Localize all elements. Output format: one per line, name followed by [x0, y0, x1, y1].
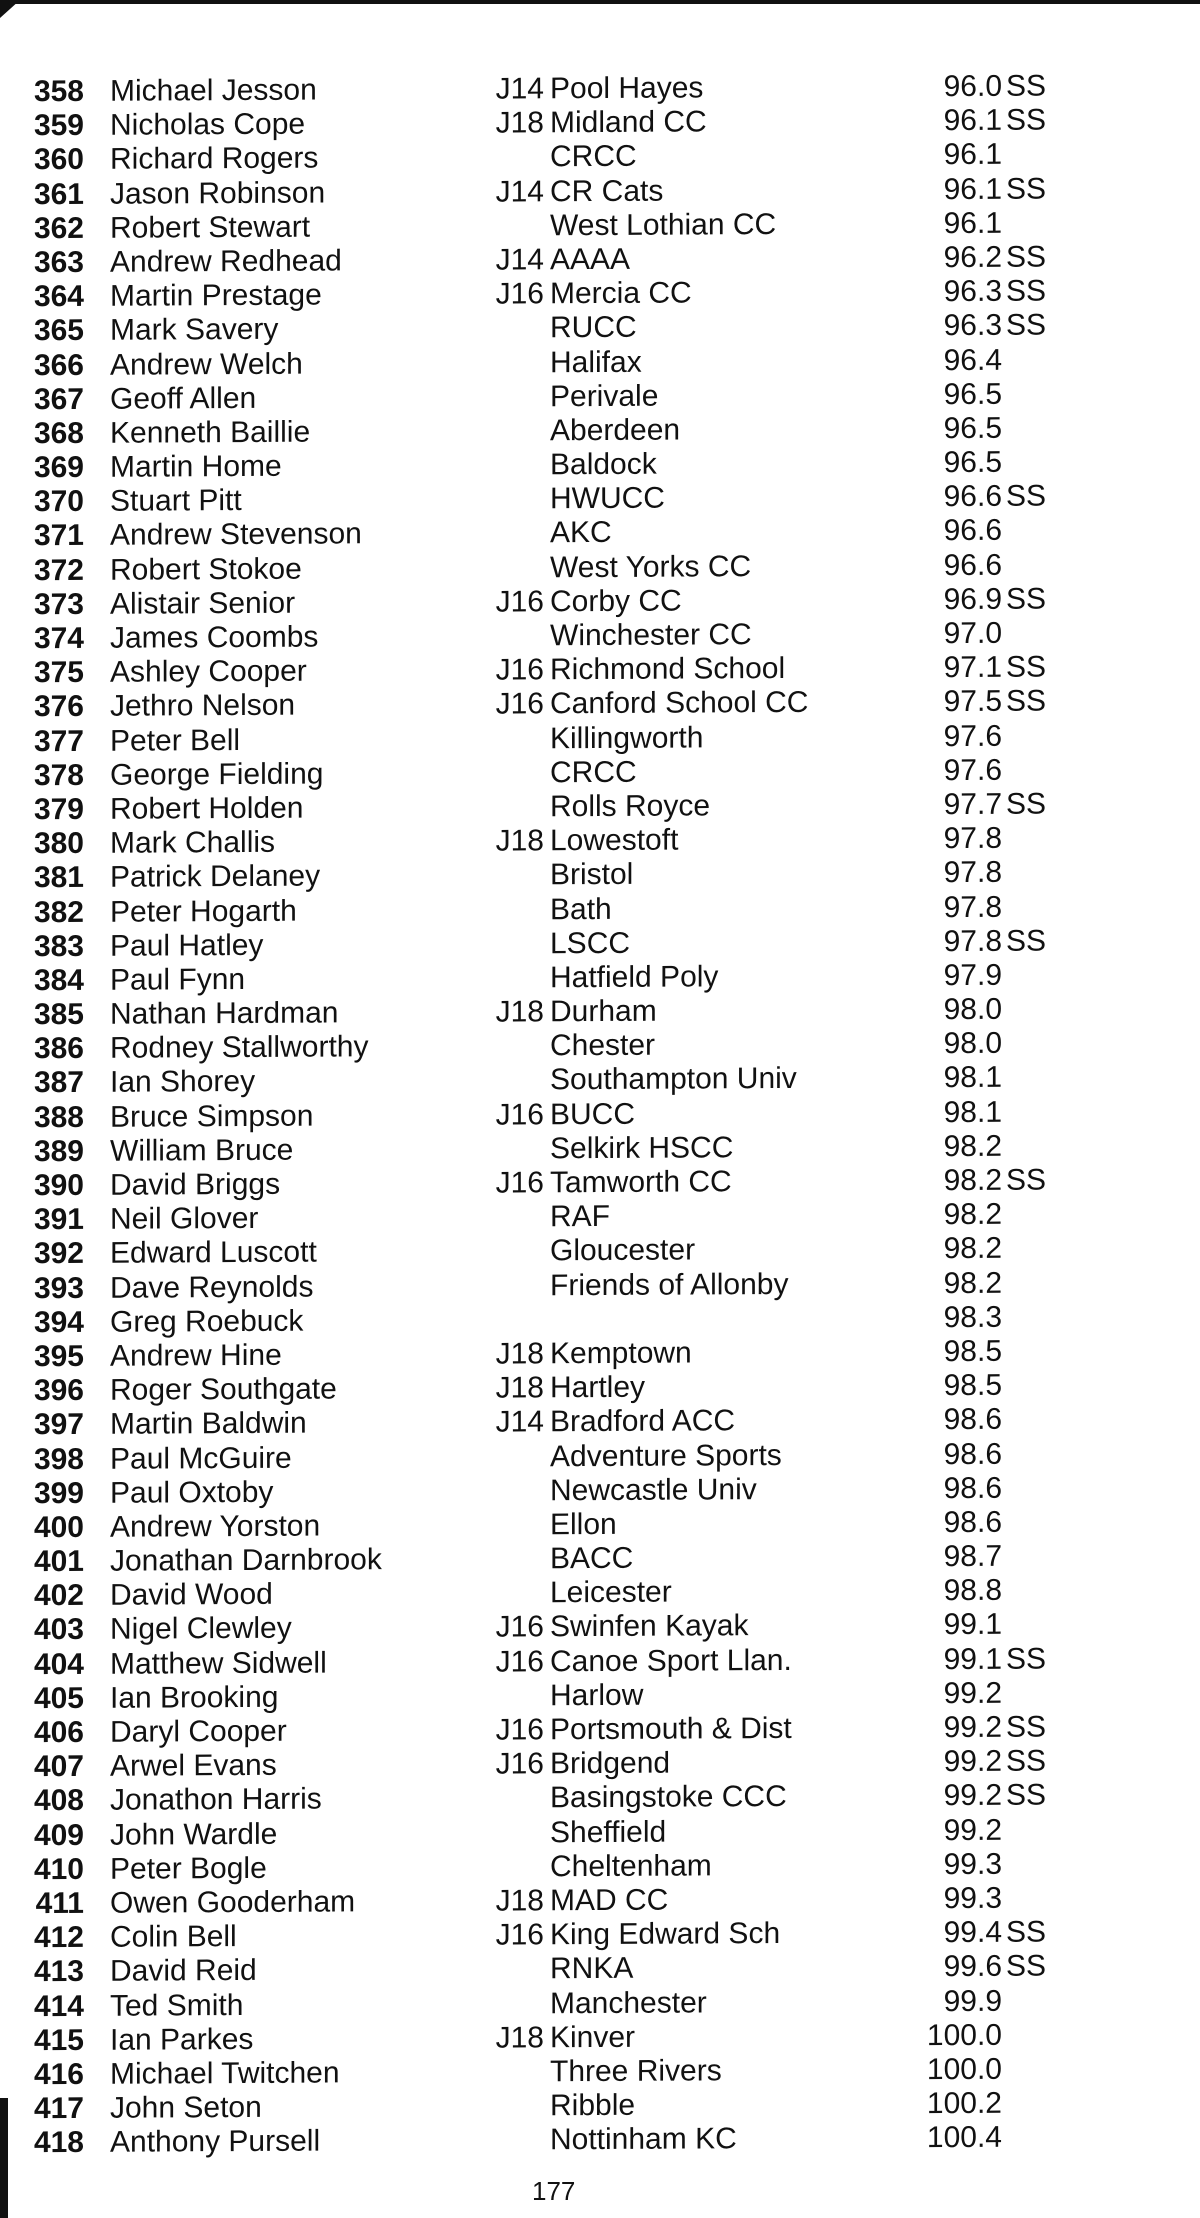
competitor-name: Nicholas Cope — [110, 107, 306, 142]
rank-number: 380 — [33, 827, 84, 861]
club-name: Rolls Royce — [550, 789, 711, 824]
race-time: 96.0 — [943, 69, 1002, 104]
competitor-name: David Reid — [110, 1954, 257, 1989]
competitor-name: Paul McGuire — [110, 1441, 292, 1476]
rank-number: 361 — [33, 177, 84, 211]
competitor-name: Mark Savery — [110, 313, 279, 348]
race-time: 96.1 — [943, 103, 1002, 138]
club-name: Friends of Allonby — [550, 1267, 789, 1302]
club-name: CR Cats — [550, 174, 664, 208]
age-category: J16 — [495, 653, 544, 687]
rank-number: 407 — [33, 1750, 84, 1784]
club-name: CRCC — [550, 755, 637, 790]
race-time: 97.8 — [943, 890, 1002, 924]
age-category: J16 — [495, 1166, 544, 1200]
race-time: 100.2 — [926, 2086, 1002, 2121]
rank-number: 399 — [33, 1476, 84, 1510]
rank-number: 385 — [33, 997, 84, 1032]
rank-number: 364 — [33, 280, 84, 314]
rank-number: 376 — [33, 690, 84, 724]
competitor-name: Neil Glover — [110, 1202, 259, 1236]
rank-number: 377 — [33, 724, 84, 758]
competitor-name: Peter Hogarth — [110, 894, 297, 929]
club-name: Canford School CC — [550, 686, 809, 721]
ss-marker: SS — [1006, 1163, 1047, 1197]
club-name: Halifax — [550, 345, 642, 379]
race-time: 98.2 — [943, 1129, 1002, 1163]
rank-number: 402 — [33, 1579, 84, 1613]
race-time: 98.6 — [943, 1437, 1002, 1471]
competitor-name: Alistair Senior — [110, 586, 296, 621]
race-time: 98.6 — [943, 1505, 1002, 1539]
competitor-name: Andrew Redhead — [110, 244, 342, 279]
club-name: Midland CC — [550, 105, 707, 140]
club-name: Basingstoke CCC — [550, 1780, 787, 1815]
race-time: 99.1 — [943, 1642, 1002, 1676]
rank-number: 374 — [33, 621, 84, 656]
age-category: J16 — [495, 1097, 544, 1132]
age-category: J14 — [495, 174, 544, 209]
competitor-name: Robert Holden — [110, 791, 304, 826]
competitor-name: James Coombs — [110, 620, 319, 655]
rank-number: 383 — [33, 929, 84, 963]
age-category: J18 — [495, 1371, 544, 1405]
club-name: RUCC — [550, 311, 637, 345]
competitor-name: Martin Prestage — [110, 278, 322, 313]
competitor-name: Colin Bell — [110, 1920, 237, 1954]
club-name: RNKA — [550, 1952, 634, 1986]
competitor-name: Ted Smith — [110, 1988, 244, 2023]
rank-number: 367 — [33, 382, 84, 416]
rank-number: 360 — [33, 143, 84, 177]
rank-number: 387 — [33, 1066, 84, 1100]
rank-number: 404 — [33, 1647, 84, 1681]
club-name: Lowestoft — [550, 823, 679, 858]
club-name: West Lothian CC — [550, 207, 777, 243]
race-time: 97.0 — [943, 616, 1002, 651]
club-name: Nottinham KC — [550, 2122, 737, 2157]
club-name: Bradford ACC — [550, 1404, 736, 1439]
race-time: 97.6 — [943, 753, 1002, 787]
race-time: 97.7 — [943, 787, 1002, 822]
rank-number: 362 — [33, 211, 84, 245]
age-category: J16 — [495, 1644, 544, 1679]
competitor-name: Ian Shorey — [110, 1065, 256, 1100]
race-time: 96.4 — [943, 343, 1002, 377]
competitor-name: Matthew Sidwell — [110, 1646, 327, 1681]
competitor-name: Paul Fynn — [110, 962, 246, 997]
age-category: J18 — [495, 995, 544, 1029]
age-category: J14 — [495, 1405, 544, 1439]
ss-marker: SS — [1006, 787, 1047, 821]
age-category: J18 — [495, 1884, 544, 1918]
club-name: Mercia CC — [550, 276, 692, 311]
race-time: 98.1 — [943, 1061, 1002, 1095]
club-name: Three Rivers — [550, 2054, 722, 2089]
race-time: 99.2 — [943, 1710, 1002, 1745]
competitor-name: Owen Gooderham — [110, 1885, 356, 1920]
ss-marker: SS — [1006, 1915, 1047, 1949]
rank-number: 381 — [33, 861, 84, 895]
rank-number: 393 — [33, 1271, 84, 1305]
race-time: 97.8 — [943, 924, 1002, 958]
race-time: 98.2 — [943, 1232, 1002, 1266]
rank-number: 408 — [33, 1784, 84, 1818]
competitor-name: Geoff Allen — [110, 381, 257, 416]
age-category: J14 — [495, 72, 544, 106]
race-time: 97.8 — [943, 856, 1002, 890]
ss-marker: SS — [1006, 240, 1047, 274]
race-time: 97.9 — [943, 958, 1002, 992]
race-time: 96.2 — [943, 240, 1002, 275]
club-name: Selkirk HSCC — [550, 1131, 734, 1166]
club-name: RAF — [550, 1200, 610, 1234]
competitor-name: Dave Reynolds — [110, 1270, 314, 1305]
age-category: J16 — [495, 1713, 544, 1747]
race-time: 99.3 — [943, 1847, 1002, 1881]
competitor-name: Ian Parkes — [110, 2022, 254, 2057]
club-name: BUCC — [550, 1097, 636, 1131]
competitor-name: David Briggs — [110, 1167, 281, 1202]
club-name: Portsmouth & Dist — [550, 1711, 792, 1747]
competitor-name: Ian Brooking — [110, 1680, 279, 1715]
results-list — [0, 69, 1200, 2160]
club-name: Chester — [550, 1028, 656, 1063]
race-time: 99.6 — [943, 1950, 1002, 1984]
ss-marker: SS — [1006, 684, 1047, 719]
competitor-name: Richard Rogers — [110, 141, 319, 177]
club-name: Bath — [550, 892, 612, 926]
rank-number: 400 — [33, 1510, 84, 1545]
club-name: Leicester — [550, 1575, 672, 1610]
rank-number: 406 — [33, 1715, 84, 1750]
race-time: 96.6 — [943, 480, 1002, 514]
rank-number: 366 — [33, 348, 84, 382]
club-name: Gloucester — [550, 1233, 696, 1268]
race-time: 98.0 — [943, 992, 1002, 1027]
rank-number: 363 — [33, 245, 84, 280]
competitor-name: William Bruce — [110, 1133, 294, 1168]
rank-number: 359 — [33, 109, 84, 143]
club-name: Adventure Sports — [550, 1438, 782, 1473]
club-name: Harlow — [550, 1678, 644, 1713]
competitor-name: Jonathan Darnbrook — [110, 1543, 382, 1578]
ss-marker: SS — [1006, 69, 1047, 103]
race-time: 99.2 — [943, 1813, 1002, 1847]
page-number: 177 — [532, 2176, 576, 2206]
rank-number: 358 — [33, 74, 84, 109]
rank-number: 375 — [33, 656, 84, 690]
rank-number: 390 — [33, 1168, 84, 1203]
club-name: AKC — [550, 516, 612, 550]
race-time: 96.9 — [943, 582, 1002, 616]
ss-marker: SS — [1006, 1642, 1047, 1676]
ss-marker: SS — [1006, 172, 1047, 206]
competitor-name: Greg Roebuck — [110, 1304, 304, 1339]
rank-number: 405 — [33, 1681, 84, 1715]
competitor-name: Andrew Welch — [110, 347, 303, 382]
club-name: Corby CC — [550, 584, 682, 619]
competitor-name: Paul Hatley — [110, 928, 264, 963]
rank-number: 388 — [33, 1100, 84, 1134]
race-time: 99.1 — [943, 1608, 1002, 1642]
club-name: Killingworth — [550, 720, 704, 755]
ss-marker: SS — [1006, 103, 1047, 137]
club-name: Newcastle Univ — [550, 1472, 757, 1507]
rank-number: 397 — [33, 1408, 84, 1442]
rank-number: 369 — [33, 450, 84, 485]
race-time: 96.3 — [943, 274, 1002, 309]
rank-number: 379 — [33, 792, 84, 827]
race-time: 96.5 — [943, 411, 1002, 445]
age-category: J14 — [495, 243, 544, 277]
club-name: CRCC — [550, 140, 637, 174]
rank-number: 395 — [33, 1339, 84, 1374]
race-time: 99.2 — [943, 1744, 1002, 1779]
rank-number: 417 — [33, 2091, 84, 2126]
club-name: Aberdeen — [550, 413, 681, 448]
club-name: Hatfield Poly — [550, 960, 719, 995]
race-time: 99.2 — [943, 1676, 1002, 1710]
race-time: 98.5 — [943, 1368, 1002, 1403]
rank-number: 394 — [33, 1305, 84, 1339]
club-name: Perivale — [550, 379, 659, 413]
competitor-name: Michael Jesson — [110, 73, 317, 108]
competitor-name: Kenneth Baillie — [110, 415, 311, 450]
rank-number: 392 — [33, 1237, 84, 1271]
rank-number: 378 — [33, 758, 84, 792]
club-name: Cheltenham — [550, 1849, 712, 1884]
age-category: J16 — [495, 1610, 544, 1645]
rank-number: 389 — [33, 1134, 84, 1168]
competitor-name: Robert Stokoe — [110, 552, 302, 587]
ss-marker: SS — [1006, 582, 1047, 616]
race-time: 96.1 — [943, 138, 1002, 172]
competitor-name: Martin Home — [110, 449, 282, 484]
age-category: J16 — [495, 1918, 544, 1952]
race-time: 96.6 — [943, 548, 1002, 582]
race-time: 99.2 — [943, 1779, 1002, 1813]
club-name: MAD CC — [550, 1883, 669, 1918]
race-time: 99.9 — [943, 1984, 1002, 2018]
ss-marker: SS — [1006, 1778, 1047, 1813]
competitor-name: George Fielding — [110, 757, 324, 792]
rank-number: 396 — [33, 1374, 84, 1408]
competitor-name: Jethro Nelson — [110, 689, 296, 724]
rank-number: 365 — [33, 314, 84, 348]
competitor-name: Arwel Evans — [110, 1748, 277, 1783]
race-time: 96.3 — [943, 309, 1002, 343]
competitor-name: Stuart Pitt — [110, 484, 242, 518]
rank-number: 415 — [33, 2023, 84, 2057]
competitor-name: Patrick Delaney — [110, 859, 321, 895]
race-time: 100.4 — [926, 2121, 1002, 2155]
competitor-name: Nigel Clewley — [110, 1612, 292, 1647]
race-time: 98.2 — [943, 1197, 1002, 1232]
club-name: Baldock — [550, 447, 657, 482]
page-top-border — [0, 0, 1200, 4]
competitor-name: Paul Oxtoby — [110, 1475, 274, 1510]
ss-marker: SS — [1006, 650, 1047, 684]
rank-number: 384 — [33, 963, 84, 998]
rank-number: 368 — [33, 416, 84, 451]
race-time: 98.1 — [943, 1095, 1002, 1129]
club-name: Tamworth CC — [550, 1165, 732, 1200]
race-time: 98.5 — [943, 1334, 1002, 1369]
club-name: Swinfen Kayak — [550, 1609, 749, 1644]
race-time: 97.5 — [943, 685, 1002, 719]
race-time: 98.2 — [943, 1163, 1002, 1198]
race-time: 98.7 — [943, 1539, 1002, 1574]
age-category: J16 — [495, 687, 544, 721]
club-name: Pool Hayes — [550, 71, 704, 106]
competitor-name: Peter Bell — [110, 723, 241, 758]
competitor-name: Edward Luscott — [110, 1235, 317, 1271]
race-time: 98.2 — [943, 1266, 1002, 1300]
competitor-name: Jonathon Harris — [110, 1782, 322, 1818]
club-name: King Edward Sch — [550, 1917, 781, 1952]
club-name: BACC — [550, 1541, 634, 1576]
race-time: 99.3 — [943, 1881, 1002, 1916]
age-category: J18 — [495, 2021, 544, 2055]
ss-marker: SS — [1006, 308, 1047, 343]
club-name: Sheffield — [550, 1815, 667, 1849]
club-name — [550, 1327, 916, 1329]
club-name: Kemptown — [550, 1336, 692, 1371]
race-time: 98.0 — [943, 1027, 1002, 1061]
competitor-name: Michael Twitchen — [110, 2056, 340, 2091]
rank-number: 370 — [33, 485, 84, 519]
club-name: Manchester — [550, 1985, 707, 2020]
club-name: AAAA — [550, 242, 631, 277]
competitor-name: Nathan Hardman — [110, 996, 339, 1031]
ss-marker: SS — [1006, 924, 1047, 958]
club-name: Hartley — [550, 1370, 646, 1405]
competitor-name: Mark Challis — [110, 825, 276, 860]
competitor-name: Martin Baldwin — [110, 1406, 307, 1442]
age-category: J18 — [495, 106, 544, 140]
competitor-name: Roger Southgate — [110, 1372, 337, 1407]
race-time: 97.8 — [943, 821, 1002, 856]
rank-number: 382 — [33, 895, 84, 929]
club-name: Bristol — [550, 858, 634, 892]
competitor-name: Andrew Hine — [110, 1338, 282, 1373]
rank-number: 416 — [33, 2057, 84, 2092]
club-name: Southampton Univ — [550, 1062, 797, 1097]
rank-number: 373 — [33, 587, 84, 621]
club-name: Canoe Sport Llan. — [550, 1643, 792, 1678]
club-name: Richmond School — [550, 652, 786, 687]
competitor-name: Andrew Yorston — [110, 1509, 321, 1544]
club-name: Durham — [550, 994, 657, 1029]
competitor-name: Ashley Cooper — [110, 654, 307, 689]
competitor-name: Anthony Pursell — [110, 2124, 321, 2159]
club-name: LSCC — [550, 926, 631, 960]
rank-number: 410 — [33, 1852, 84, 1886]
rank-number: 403 — [33, 1613, 84, 1647]
rank-number: 418 — [33, 2126, 84, 2160]
competitor-name: John Seton — [110, 2090, 262, 2125]
rank-number: 414 — [33, 1989, 84, 2023]
page-corner-mark — [0, 0, 20, 18]
table-row — [0, 2120, 1200, 2161]
age-category: J16 — [495, 1747, 544, 1781]
race-time: 96.6 — [943, 514, 1002, 548]
race-time: 96.5 — [943, 445, 1002, 480]
club-name: Ribble — [550, 2088, 636, 2123]
rank-number: 413 — [33, 1955, 84, 1989]
race-time: 98.8 — [943, 1574, 1002, 1608]
competitor-name: Jason Robinson — [110, 176, 326, 211]
competitor-name: John Wardle — [110, 1817, 278, 1852]
race-time: 98.6 — [943, 1471, 1002, 1505]
rank-number: 409 — [33, 1818, 84, 1852]
club-name: Winchester CC — [550, 618, 752, 653]
ss-marker: SS — [1006, 479, 1047, 513]
rank-number: 372 — [33, 553, 84, 587]
ss-marker: SS — [1006, 1710, 1047, 1744]
club-name: Ellon — [550, 1507, 617, 1542]
ss-marker: SS — [1006, 1949, 1047, 1984]
age-category: J16 — [495, 277, 544, 311]
rank-number: 391 — [33, 1203, 84, 1237]
club-name: Kinver — [550, 2020, 636, 2054]
rank-number: 371 — [33, 519, 84, 553]
rank-number: 401 — [33, 1544, 84, 1579]
rank-number: 411 — [35, 1886, 84, 1921]
competitor-name: Daryl Cooper — [110, 1714, 287, 1749]
competitor-name: David Wood — [110, 1578, 273, 1612]
race-time: 98.6 — [943, 1403, 1002, 1437]
race-time: 100.0 — [926, 2018, 1002, 2052]
race-time: 97.1 — [943, 650, 1002, 685]
competitor-name: Andrew Stevenson — [110, 517, 362, 553]
rank-number: 398 — [33, 1442, 84, 1476]
race-time: 97.6 — [943, 719, 1002, 753]
ss-marker: SS — [1006, 1744, 1047, 1778]
club-name: West Yorks CC — [550, 549, 752, 584]
race-time: 96.5 — [943, 377, 1002, 411]
club-name: HWUCC — [550, 481, 665, 516]
competitor-name: Peter Bogle — [110, 1851, 267, 1886]
club-name: Bridgend — [550, 1746, 671, 1781]
age-category: J18 — [495, 1337, 544, 1371]
ss-marker: SS — [1006, 274, 1047, 308]
age-category: J18 — [495, 824, 544, 858]
rank-number: 412 — [33, 1921, 84, 1955]
race-time: 98.3 — [943, 1300, 1002, 1334]
competitor-name: Robert Stewart — [110, 210, 311, 245]
race-time: 96.1 — [943, 172, 1002, 206]
competitor-name: Bruce Simpson — [110, 1099, 314, 1134]
race-time: 100.0 — [926, 2052, 1002, 2087]
race-time: 99.4 — [943, 1915, 1002, 1950]
race-time: 96.1 — [943, 206, 1002, 240]
age-category: J16 — [495, 585, 544, 619]
competitor-name: Rodney Stallworthy — [110, 1030, 369, 1065]
rank-number: 386 — [33, 1032, 84, 1066]
